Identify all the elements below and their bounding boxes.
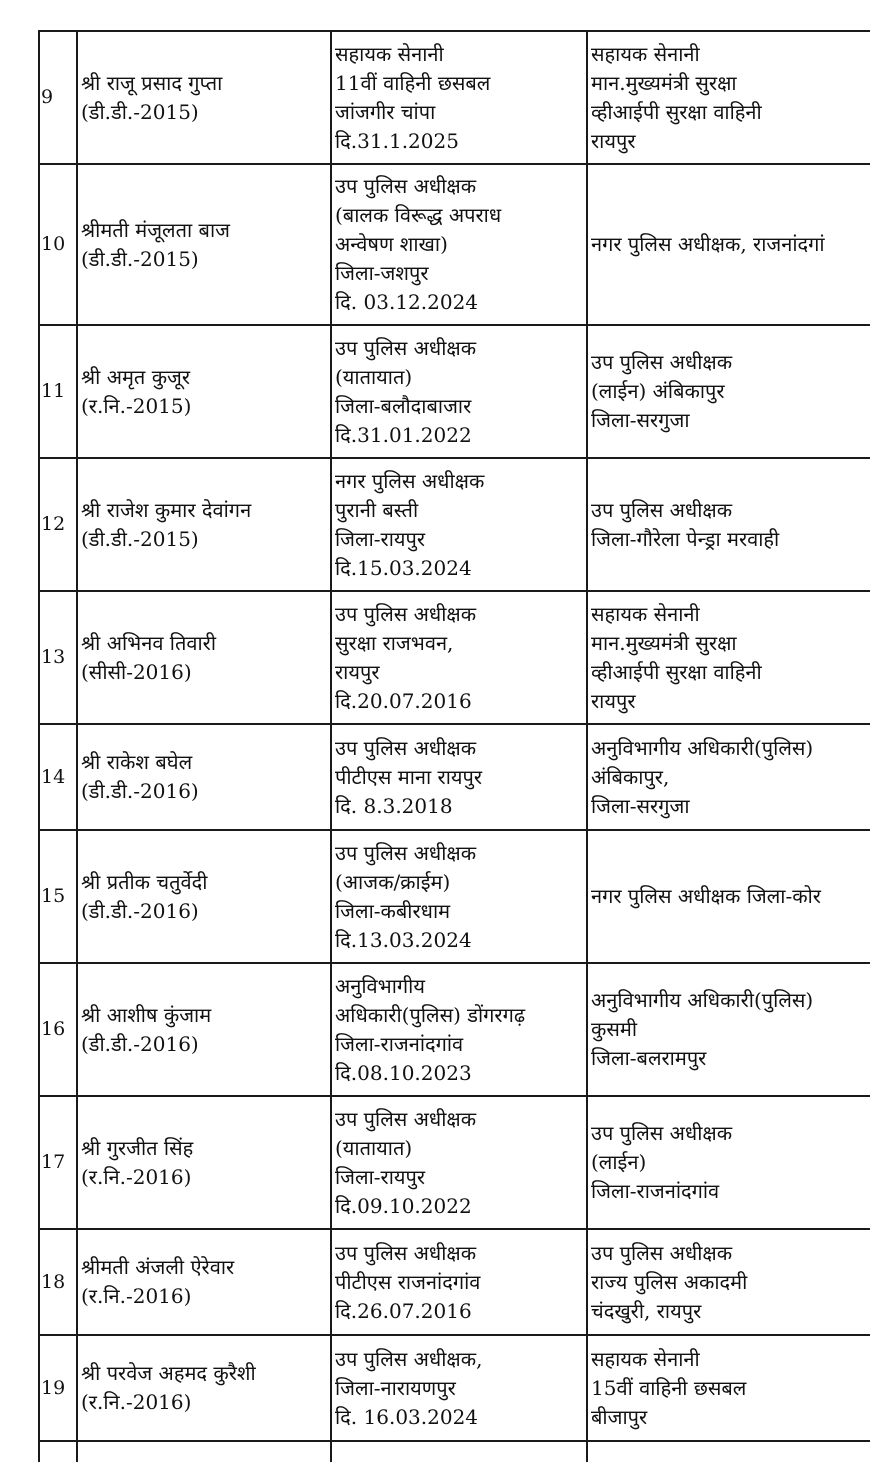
serial-number: 19 bbox=[39, 1335, 77, 1441]
empty-cell bbox=[331, 1441, 587, 1462]
officer-name bbox=[77, 830, 331, 963]
current-posting-line: (बालक विरूद्ध अपराध bbox=[335, 203, 502, 227]
new-posting-line: उप पुलिस अधीक्षक bbox=[591, 497, 733, 522]
table-row bbox=[39, 1335, 870, 1441]
table-row bbox=[39, 31, 870, 164]
new-posting bbox=[587, 164, 870, 325]
new-posting bbox=[587, 591, 870, 724]
officer-name-line: (डी.डी.-2015) bbox=[81, 526, 199, 551]
officer-name-line: (डी.डी.-2016) bbox=[81, 779, 199, 803]
new-posting-line: व्हीआईपी सुरक्षा वाहिनी bbox=[591, 99, 762, 124]
new-posting-line: राज्य पुलिस अकादमी bbox=[591, 1269, 748, 1294]
new-posting bbox=[587, 458, 870, 591]
new-posting-line: नगर पुलिस अधीक्षक, राजनांदगां bbox=[591, 232, 825, 256]
officer-name-line: (र.नि.-2016) bbox=[81, 1390, 192, 1414]
officer-name-line: श्री गुरजीत सिंह bbox=[81, 1135, 194, 1160]
officer-name-line: श्रीमती अंजली ऐरेवार bbox=[81, 1255, 235, 1279]
officer-name-line: श्री आशीष कुंजाम bbox=[81, 1002, 212, 1027]
officer-name-line: (सीसी-2016) bbox=[81, 659, 192, 684]
new-posting-line: रायपुर bbox=[591, 128, 636, 153]
new-posting bbox=[587, 830, 870, 963]
current-posting-line: (यातायात) bbox=[335, 364, 413, 389]
current-posting-line: जिला-रायपुर bbox=[335, 526, 426, 551]
current-posting bbox=[331, 724, 587, 830]
new-posting-line: नगर पुलिस अधीक्षक जिला-कोर bbox=[591, 884, 821, 908]
new-posting bbox=[587, 31, 870, 164]
table-row bbox=[39, 830, 870, 963]
officer-name-line: श्री राजेश कुमार देवांगन bbox=[81, 497, 252, 522]
officer-name-line: (डी.डी.-2016) bbox=[81, 1031, 199, 1056]
officer-name bbox=[77, 963, 331, 1096]
current-posting-line: दि.08.10.2023 bbox=[335, 1060, 472, 1085]
new-posting-line: मान.मुख्यमंत्री सुरक्षा bbox=[591, 630, 737, 655]
serial-number: 12 bbox=[39, 458, 77, 591]
table-row-partial bbox=[39, 1441, 870, 1462]
current-posting bbox=[331, 325, 587, 458]
new-posting-line: जिला-गौरेला पेन्ड्रा मरवाही bbox=[591, 526, 780, 551]
current-posting-line: उप पुलिस अधीक्षक bbox=[335, 1106, 477, 1131]
current-posting-line: जिला-रायपुर bbox=[335, 1164, 426, 1189]
new-posting-line: व्हीआईपी सुरक्षा वाहिनी bbox=[591, 659, 762, 684]
new-posting-line: चंदखुरी, रायपुर bbox=[591, 1298, 702, 1323]
current-posting-line: अन्वेषण शाखा) bbox=[335, 232, 448, 256]
empty-cell bbox=[39, 1441, 77, 1462]
current-posting-line: सुरक्षा राजभवन, bbox=[335, 630, 454, 655]
current-posting-line: दि. 03.12.2024 bbox=[335, 290, 479, 314]
current-posting-line: अधिकारी(पुलिस) डोंगरगढ़ bbox=[335, 1002, 526, 1027]
officer-name-line: श्री अमृत कुजूर bbox=[81, 364, 191, 389]
current-posting-line: (यातायात) bbox=[335, 1135, 413, 1160]
current-posting-line: उप पुलिस अधीक्षक bbox=[335, 335, 477, 360]
current-posting-line: (आजक/क्राईम) bbox=[335, 869, 451, 894]
new-posting-line: (लाईन) अंबिकापुर bbox=[591, 379, 725, 403]
current-posting-line: दि.15.03.2024 bbox=[335, 555, 472, 580]
new-posting-line: अनुविभागीय अधिकारी(पुलिस) bbox=[591, 988, 814, 1012]
officer-name-line: (डी.डी.-2015) bbox=[81, 246, 199, 271]
table-row bbox=[39, 724, 870, 830]
new-posting bbox=[587, 1335, 870, 1441]
officer-name bbox=[77, 1229, 331, 1335]
table-row bbox=[39, 164, 870, 325]
current-posting-line: सहायक सेनानी bbox=[335, 41, 444, 66]
new-posting bbox=[587, 1096, 870, 1229]
new-posting-line: (लाईन) bbox=[591, 1150, 647, 1174]
officer-name-line: श्री प्रतीक चतुर्वेदी bbox=[81, 869, 208, 894]
new-posting-line: मान.मुख्यमंत्री सुरक्षा bbox=[591, 70, 737, 95]
officer-name-line: (र.नि.-2015) bbox=[81, 393, 192, 418]
serial-number: 11 bbox=[39, 325, 77, 458]
current-posting-line: दि. 8.3.2018 bbox=[335, 793, 453, 818]
table-row bbox=[39, 325, 870, 458]
new-posting-line: रायपुर bbox=[591, 688, 636, 713]
current-posting-line: दि.31.01.2022 bbox=[335, 422, 472, 447]
new-posting-line: सहायक सेनानी bbox=[591, 601, 700, 626]
transfer-table-body bbox=[39, 31, 870, 1462]
current-posting-line: उप पुलिस अधीक्षक bbox=[335, 840, 477, 865]
current-posting-line: पीटीएस राजनांदगांव bbox=[335, 1269, 481, 1294]
table-row bbox=[39, 591, 870, 724]
new-posting-line: कुसमी bbox=[591, 1017, 638, 1041]
serial-number: 16 bbox=[39, 963, 77, 1096]
new-posting-line: जिला-राजनांदगांव bbox=[591, 1179, 720, 1203]
serial-number: 13 bbox=[39, 591, 77, 724]
serial-number: 10 bbox=[39, 164, 77, 325]
current-posting-line: दि.31.1.2025 bbox=[335, 128, 459, 153]
new-posting-line: उप पुलिस अधीक्षक bbox=[591, 1121, 733, 1145]
current-posting bbox=[331, 31, 587, 164]
officer-name bbox=[77, 164, 331, 325]
officer-name-line: श्री परवेज अहमद कुरैशी bbox=[81, 1361, 256, 1385]
officer-name bbox=[77, 325, 331, 458]
officer-name bbox=[77, 458, 331, 591]
officer-name-line: श्रीमती मंजूलता बाज bbox=[81, 217, 230, 242]
new-posting-line: उप पुलिस अधीक्षक bbox=[591, 1240, 733, 1265]
current-posting bbox=[331, 1096, 587, 1229]
new-posting bbox=[587, 724, 870, 830]
officer-name-line: श्री राजू प्रसाद गुप्ता bbox=[81, 70, 223, 95]
new-posting-line: जिला-सरगुजा bbox=[591, 793, 690, 818]
new-posting-line: जिला-सरगुजा bbox=[591, 408, 690, 432]
officer-name bbox=[77, 1096, 331, 1229]
current-posting-line: दि.20.07.2016 bbox=[335, 688, 472, 713]
empty-cell bbox=[77, 1441, 331, 1462]
current-posting-line: जिला-राजनांदगांव bbox=[335, 1031, 464, 1056]
officer-name-line: श्री अभिनव तिवारी bbox=[81, 630, 217, 655]
current-posting bbox=[331, 1335, 587, 1441]
current-posting-line: जिला-नारायणपुर bbox=[335, 1375, 456, 1400]
current-posting-line: उप पुलिस अधीक्षक bbox=[335, 174, 477, 198]
current-posting-line: दि.09.10.2022 bbox=[335, 1193, 472, 1218]
current-posting bbox=[331, 1229, 587, 1335]
officer-name bbox=[77, 591, 331, 724]
transfer-table bbox=[38, 30, 870, 1462]
new-posting-line: सहायक सेनानी bbox=[591, 41, 700, 66]
empty-cell bbox=[587, 1441, 870, 1462]
current-posting-line: उप पुलिस अधीक्षक bbox=[335, 1240, 477, 1265]
current-posting-line: दि. 16.03.2024 bbox=[335, 1404, 479, 1429]
officer-name bbox=[77, 1335, 331, 1441]
current-posting bbox=[331, 164, 587, 325]
current-posting bbox=[331, 830, 587, 963]
officer-name-line: (डी.डी.-2015) bbox=[81, 99, 199, 124]
new-posting-line: 15वीं वाहिनी छसबल bbox=[591, 1375, 747, 1400]
serial-number: 15 bbox=[39, 830, 77, 963]
current-posting-line: रायपुर bbox=[335, 659, 380, 684]
table-row bbox=[39, 458, 870, 591]
current-posting-line: 11वीं वाहिनी छसबल bbox=[335, 70, 491, 95]
current-posting-line: अनुविभागीय bbox=[335, 973, 425, 998]
new-posting-line: जिला-बलरामपुर bbox=[591, 1046, 707, 1070]
current-posting-line: उप पुलिस अधीक्षक, bbox=[335, 1346, 483, 1371]
current-posting-line: जिला-कबीरधाम bbox=[335, 898, 451, 923]
current-posting-line: नगर पुलिस अधीक्षक bbox=[335, 468, 485, 493]
officer-name-line: (डी.डी.-2016) bbox=[81, 898, 199, 923]
new-posting bbox=[587, 1229, 870, 1335]
current-posting-line: जिला-बलौदाबाजार bbox=[335, 393, 472, 418]
table-row bbox=[39, 1096, 870, 1229]
officer-name bbox=[77, 724, 331, 830]
serial-number: 18 bbox=[39, 1229, 77, 1335]
new-posting-line: उप पुलिस अधीक्षक bbox=[591, 350, 733, 374]
current-posting-line: पीटीएस माना रायपुर bbox=[335, 764, 483, 789]
current-posting-line: उप पुलिस अधीक्षक bbox=[335, 735, 477, 760]
current-posting bbox=[331, 963, 587, 1096]
current-posting bbox=[331, 591, 587, 724]
table-row bbox=[39, 1229, 870, 1335]
officer-name-line: (र.नि.-2016) bbox=[81, 1284, 192, 1308]
current-posting-line: दि.26.07.2016 bbox=[335, 1298, 472, 1323]
current-posting-line: जिला-जशपुर bbox=[335, 261, 429, 285]
new-posting bbox=[587, 963, 870, 1096]
new-posting-line: बीजापुर bbox=[591, 1404, 648, 1429]
serial-number: 14 bbox=[39, 724, 77, 830]
current-posting-line: उप पुलिस अधीक्षक bbox=[335, 601, 477, 626]
current-posting bbox=[331, 458, 587, 591]
new-posting-line: अंबिकापुर, bbox=[591, 764, 670, 789]
new-posting-line: अनुविभागीय अधिकारी(पुलिस) bbox=[591, 735, 814, 760]
officer-name-line: (र.नि.-2016) bbox=[81, 1164, 192, 1189]
current-posting-line: पुरानी बस्ती bbox=[335, 497, 419, 522]
serial-number: 9 bbox=[39, 31, 77, 164]
serial-number: 17 bbox=[39, 1096, 77, 1229]
current-posting-line: जांजगीर चांपा bbox=[335, 99, 436, 124]
officer-name-line: श्री राकेश बघेल bbox=[81, 750, 193, 774]
officer-name bbox=[77, 31, 331, 164]
new-posting bbox=[587, 325, 870, 458]
new-posting-line: सहायक सेनानी bbox=[591, 1346, 700, 1371]
table-row bbox=[39, 963, 870, 1096]
current-posting-line: दि.13.03.2024 bbox=[335, 927, 472, 952]
